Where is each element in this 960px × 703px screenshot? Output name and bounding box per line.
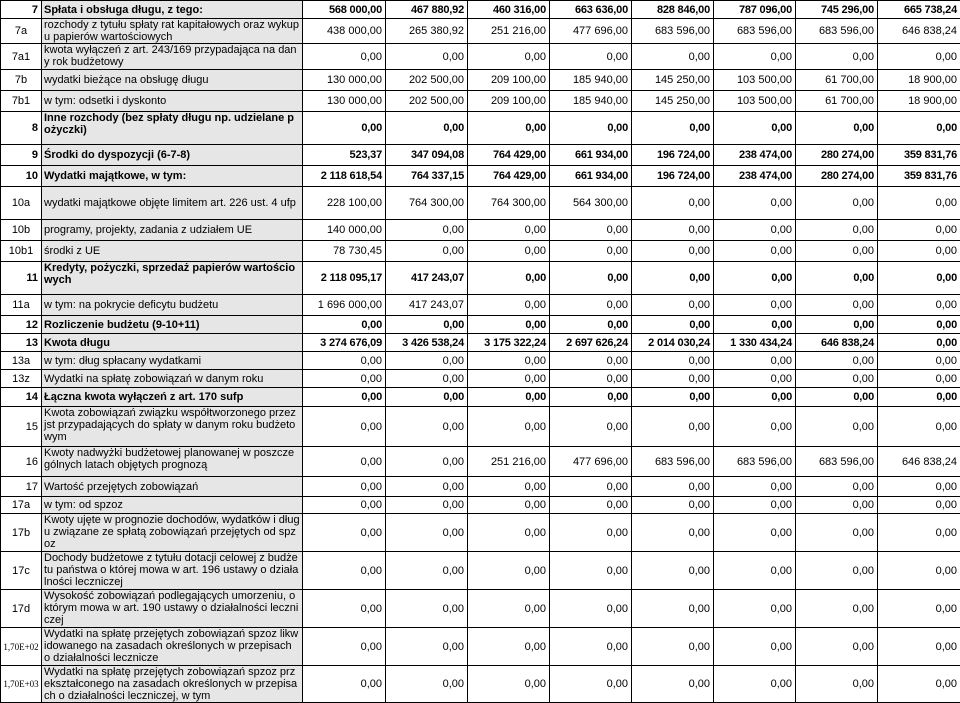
- row-label: Kwota zobowiązań związku współtworzonego przez jst przypadających do spłaty w danym roku budżetowym: [42, 407, 303, 447]
- value-cell: 0,00: [632, 590, 714, 628]
- value-cell: 0,00: [878, 241, 960, 262]
- value-cell: 0,00: [714, 666, 796, 703]
- value-cell: 202 500,00: [386, 70, 468, 91]
- row-label: w tym: od spzoz: [42, 497, 303, 514]
- value-cell: 0,00: [468, 295, 550, 316]
- value-cell: 0,00: [878, 187, 960, 220]
- value-cell: 0,00: [632, 187, 714, 220]
- value-cell: 0,00: [303, 514, 386, 552]
- row-label: kwota wyłączeń z art. 243/169 przypadająca na dany rok budżetowy: [42, 44, 303, 70]
- value-cell: 0,00: [714, 352, 796, 370]
- value-cell: 646 838,24: [878, 447, 960, 477]
- row-number: 13: [1, 334, 42, 352]
- value-cell: 0,00: [550, 388, 632, 407]
- value-cell: 0,00: [468, 112, 550, 145]
- value-cell: 0,00: [878, 262, 960, 295]
- table-row: [1, 370, 960, 388]
- value-cell: 280 274,00: [796, 166, 878, 187]
- value-cell: 467 880,92: [386, 1, 468, 19]
- value-cell: 359 831,76: [878, 166, 960, 187]
- value-cell: 238 474,00: [714, 166, 796, 187]
- value-cell: 0,00: [714, 295, 796, 316]
- value-cell: 0,00: [796, 628, 878, 666]
- value-cell: 0,00: [878, 112, 960, 145]
- value-cell: 0,00: [386, 388, 468, 407]
- value-cell: 0,00: [550, 590, 632, 628]
- value-cell: 0,00: [878, 497, 960, 514]
- table-row: [1, 262, 960, 295]
- value-cell: 0,00: [303, 552, 386, 590]
- value-cell: 460 316,00: [468, 1, 550, 19]
- row-number: 10b1: [1, 241, 42, 262]
- row-label: Środki do dyspozycji (6-7-8): [42, 145, 303, 166]
- row-label: Kwoty nadwyżki budżetowej planowanej w poszczególnych latach objętych prognozą: [42, 447, 303, 477]
- value-cell: 0,00: [550, 352, 632, 370]
- row-label: środki z UE: [42, 241, 303, 262]
- value-cell: 0,00: [632, 262, 714, 295]
- value-cell: 0,00: [632, 295, 714, 316]
- row-number: 8: [1, 112, 42, 145]
- table-row: [1, 91, 960, 112]
- row-number: 13z: [1, 370, 42, 388]
- table-row: [1, 447, 960, 477]
- value-cell: 0,00: [550, 552, 632, 590]
- value-cell: 0,00: [386, 628, 468, 666]
- value-cell: 0,00: [386, 552, 468, 590]
- table-row: [1, 628, 960, 666]
- row-label: Łączna kwota wyłączeń z art. 170 sufp: [42, 388, 303, 407]
- row-label: Rozliczenie budżetu (9-10+11): [42, 316, 303, 334]
- value-cell: 0,00: [303, 447, 386, 477]
- value-cell: 828 846,00: [632, 1, 714, 19]
- value-cell: 202 500,00: [386, 91, 468, 112]
- value-cell: 130 000,00: [303, 91, 386, 112]
- value-cell: 0,00: [632, 407, 714, 447]
- value-cell: 787 096,00: [714, 1, 796, 19]
- table-row: [1, 241, 960, 262]
- value-cell: 0,00: [714, 590, 796, 628]
- value-cell: 0,00: [632, 112, 714, 145]
- value-cell: 0,00: [796, 370, 878, 388]
- value-cell: 0,00: [796, 112, 878, 145]
- value-cell: 0,00: [386, 497, 468, 514]
- value-cell: 130 000,00: [303, 70, 386, 91]
- value-cell: 228 100,00: [303, 187, 386, 220]
- value-cell: 0,00: [796, 241, 878, 262]
- value-cell: 0,00: [796, 407, 878, 447]
- value-cell: 1 696 000,00: [303, 295, 386, 316]
- value-cell: 209 100,00: [468, 70, 550, 91]
- value-cell: 0,00: [468, 44, 550, 70]
- value-cell: 0,00: [878, 407, 960, 447]
- value-cell: 0,00: [796, 44, 878, 70]
- value-cell: 764 429,00: [468, 166, 550, 187]
- value-cell: 0,00: [303, 590, 386, 628]
- value-cell: 103 500,00: [714, 70, 796, 91]
- value-cell: 0,00: [386, 666, 468, 703]
- value-cell: 0,00: [796, 477, 878, 497]
- table-row: [1, 295, 960, 316]
- value-cell: 417 243,07: [386, 262, 468, 295]
- value-cell: 347 094,08: [386, 145, 468, 166]
- value-cell: 0,00: [878, 220, 960, 241]
- value-cell: 0,00: [714, 477, 796, 497]
- value-cell: 0,00: [386, 352, 468, 370]
- value-cell: 0,00: [796, 220, 878, 241]
- row-number: 15: [1, 407, 42, 447]
- value-cell: 0,00: [796, 666, 878, 703]
- value-cell: 0,00: [386, 590, 468, 628]
- value-cell: 0,00: [303, 352, 386, 370]
- value-cell: 251 216,00: [468, 19, 550, 44]
- value-cell: 0,00: [550, 497, 632, 514]
- value-cell: 0,00: [796, 262, 878, 295]
- row-label: Wydatki na spłatę zobowiązań w danym roku: [42, 370, 303, 388]
- value-cell: 0,00: [468, 514, 550, 552]
- value-cell: 683 596,00: [796, 447, 878, 477]
- row-number: 7b1: [1, 91, 42, 112]
- row-number: 7a: [1, 19, 42, 44]
- value-cell: 0,00: [386, 407, 468, 447]
- value-cell: 0,00: [632, 241, 714, 262]
- row-number: 11: [1, 262, 42, 295]
- row-label: w tym: na pokrycie deficytu budżetu: [42, 295, 303, 316]
- value-cell: 0,00: [878, 514, 960, 552]
- value-cell: 0,00: [550, 477, 632, 497]
- row-number: 17a: [1, 497, 42, 514]
- row-number: 16: [1, 447, 42, 477]
- value-cell: 0,00: [878, 590, 960, 628]
- value-cell: 764 337,15: [386, 166, 468, 187]
- value-cell: 0,00: [303, 112, 386, 145]
- value-cell: 0,00: [878, 628, 960, 666]
- value-cell: 0,00: [632, 388, 714, 407]
- value-cell: 0,00: [303, 316, 386, 334]
- table-row: [1, 666, 960, 703]
- value-cell: 661 934,00: [550, 166, 632, 187]
- value-cell: 0,00: [878, 552, 960, 590]
- value-cell: 3 274 676,09: [303, 334, 386, 352]
- value-cell: 0,00: [303, 628, 386, 666]
- value-cell: 0,00: [303, 407, 386, 447]
- value-cell: 477 696,00: [550, 19, 632, 44]
- row-label: w tym: dług spłacany wydatkami: [42, 352, 303, 370]
- value-cell: 0,00: [796, 352, 878, 370]
- value-cell: 745 296,00: [796, 1, 878, 19]
- table-row: [1, 145, 960, 166]
- value-cell: 0,00: [386, 112, 468, 145]
- row-number: 1,70E+03: [1, 666, 42, 703]
- value-cell: 0,00: [796, 187, 878, 220]
- value-cell: 0,00: [714, 262, 796, 295]
- value-cell: 0,00: [878, 316, 960, 334]
- row-number: 14: [1, 388, 42, 407]
- value-cell: 0,00: [714, 112, 796, 145]
- value-cell: 0,00: [386, 316, 468, 334]
- value-cell: 0,00: [468, 666, 550, 703]
- value-cell: 564 300,00: [550, 187, 632, 220]
- value-cell: 0,00: [878, 666, 960, 703]
- row-number: 12: [1, 316, 42, 334]
- table-row: [1, 590, 960, 628]
- value-cell: 0,00: [468, 241, 550, 262]
- table-row: [1, 514, 960, 552]
- row-number: 11a: [1, 295, 42, 316]
- row-number: 17c: [1, 552, 42, 590]
- row-number: 13a: [1, 352, 42, 370]
- value-cell: 0,00: [632, 514, 714, 552]
- value-cell: 0,00: [714, 316, 796, 334]
- value-cell: 238 474,00: [714, 145, 796, 166]
- value-cell: 0,00: [468, 220, 550, 241]
- value-cell: 646 838,24: [878, 19, 960, 44]
- value-cell: 0,00: [632, 44, 714, 70]
- value-cell: 0,00: [714, 497, 796, 514]
- value-cell: 2 697 626,24: [550, 334, 632, 352]
- value-cell: 196 724,00: [632, 145, 714, 166]
- value-cell: 0,00: [632, 497, 714, 514]
- row-label: Dochody budżetowe z tytułu dotacji celowej z budżetu państwa o której mowa w art. 196 ustawy o działalności leczniczej: [42, 552, 303, 590]
- value-cell: 0,00: [714, 220, 796, 241]
- value-cell: 0,00: [386, 220, 468, 241]
- value-cell: 78 730,45: [303, 241, 386, 262]
- value-cell: 0,00: [468, 352, 550, 370]
- value-cell: 1 330 434,24: [714, 334, 796, 352]
- value-cell: 0,00: [632, 352, 714, 370]
- value-cell: 18 900,00: [878, 91, 960, 112]
- value-cell: 0,00: [468, 407, 550, 447]
- value-cell: 0,00: [632, 316, 714, 334]
- value-cell: 0,00: [714, 514, 796, 552]
- value-cell: 0,00: [796, 388, 878, 407]
- row-number: 17d: [1, 590, 42, 628]
- value-cell: 0,00: [550, 628, 632, 666]
- value-cell: 0,00: [386, 514, 468, 552]
- value-cell: 61 700,00: [796, 91, 878, 112]
- value-cell: 0,00: [796, 552, 878, 590]
- value-cell: 0,00: [468, 477, 550, 497]
- row-label: Spłata i obsługa długu, z tego:: [42, 1, 303, 19]
- value-cell: 0,00: [878, 370, 960, 388]
- table-row: [1, 1, 960, 19]
- value-cell: 0,00: [878, 477, 960, 497]
- value-cell: 568 000,00: [303, 1, 386, 19]
- row-label: Wysokość zobowiązań podlegających umorzeniu, o którym mowa w art. 190 ustawy o działalności leczniczej: [42, 590, 303, 628]
- row-label: w tym: odsetki i dyskonto: [42, 91, 303, 112]
- row-number: 10b: [1, 220, 42, 241]
- value-cell: 185 940,00: [550, 91, 632, 112]
- table-row: [1, 44, 960, 70]
- row-label: Kwota długu: [42, 334, 303, 352]
- value-cell: 764 429,00: [468, 145, 550, 166]
- row-number: 9: [1, 145, 42, 166]
- value-cell: 0,00: [632, 552, 714, 590]
- value-cell: 683 596,00: [632, 447, 714, 477]
- table-row: [1, 334, 960, 352]
- table-row: [1, 477, 960, 497]
- value-cell: 2 014 030,24: [632, 334, 714, 352]
- value-cell: 103 500,00: [714, 91, 796, 112]
- value-cell: 18 900,00: [878, 70, 960, 91]
- value-cell: 140 000,00: [303, 220, 386, 241]
- value-cell: 523,37: [303, 145, 386, 166]
- row-label: Wydatki majątkowe, w tym:: [42, 166, 303, 187]
- value-cell: 196 724,00: [632, 166, 714, 187]
- row-label: Wartość przejętych zobowiązań: [42, 477, 303, 497]
- table-row: [1, 407, 960, 447]
- value-cell: 0,00: [303, 666, 386, 703]
- value-cell: 0,00: [386, 370, 468, 388]
- table-row: [1, 19, 960, 44]
- value-cell: 0,00: [468, 552, 550, 590]
- value-cell: 0,00: [303, 497, 386, 514]
- value-cell: 0,00: [632, 666, 714, 703]
- value-cell: 209 100,00: [468, 91, 550, 112]
- value-cell: 661 934,00: [550, 145, 632, 166]
- value-cell: 0,00: [714, 407, 796, 447]
- value-cell: 0,00: [303, 388, 386, 407]
- value-cell: 0,00: [550, 514, 632, 552]
- value-cell: 145 250,00: [632, 91, 714, 112]
- table-row: [1, 388, 960, 407]
- table-row: [1, 166, 960, 187]
- value-cell: 0,00: [468, 370, 550, 388]
- value-cell: 145 250,00: [632, 70, 714, 91]
- row-label: Wydatki na spłatę przejętych zobowiązań spzoz likwidowanego na zasadach określonych w przepisach o działalności lecznicze: [42, 628, 303, 666]
- row-label: Kredyty, pożyczki, sprzedaż papierów wartościowych: [42, 262, 303, 295]
- row-label: Wydatki na spłatę przejętych zobowiązań spzoz przekształconego na zasadach określonych w przepisach o działalności leczniczej, w tym: [42, 666, 303, 703]
- value-cell: 0,00: [796, 590, 878, 628]
- value-cell: 0,00: [468, 590, 550, 628]
- value-cell: 0,00: [878, 295, 960, 316]
- row-number: 17b: [1, 514, 42, 552]
- value-cell: 683 596,00: [632, 19, 714, 44]
- value-cell: 61 700,00: [796, 70, 878, 91]
- value-cell: 0,00: [550, 44, 632, 70]
- table-row: [1, 552, 960, 590]
- value-cell: 683 596,00: [714, 447, 796, 477]
- value-cell: 0,00: [796, 497, 878, 514]
- value-cell: 0,00: [550, 262, 632, 295]
- value-cell: 0,00: [468, 262, 550, 295]
- value-cell: 0,00: [878, 334, 960, 352]
- table-row: [1, 352, 960, 370]
- value-cell: 0,00: [632, 370, 714, 388]
- value-cell: 683 596,00: [714, 19, 796, 44]
- table-row: [1, 187, 960, 220]
- row-number: 7: [1, 1, 42, 19]
- table-row: [1, 112, 960, 145]
- row-number: 7a1: [1, 44, 42, 70]
- value-cell: 0,00: [468, 316, 550, 334]
- value-cell: 0,00: [303, 370, 386, 388]
- row-label: wydatki majątkowe objęte limitem art. 226 ust. 4 ufp: [42, 187, 303, 220]
- value-cell: 0,00: [550, 241, 632, 262]
- table-row: [1, 70, 960, 91]
- value-cell: 0,00: [632, 220, 714, 241]
- value-cell: 3 175 322,24: [468, 334, 550, 352]
- value-cell: 0,00: [468, 628, 550, 666]
- value-cell: 0,00: [386, 447, 468, 477]
- value-cell: 663 636,00: [550, 1, 632, 19]
- row-label: wydatki bieżące na obsługę długu: [42, 70, 303, 91]
- row-number: 7b: [1, 70, 42, 91]
- value-cell: 0,00: [714, 552, 796, 590]
- row-number: 10a: [1, 187, 42, 220]
- value-cell: 0,00: [550, 112, 632, 145]
- value-cell: 0,00: [550, 295, 632, 316]
- value-cell: 438 000,00: [303, 19, 386, 44]
- table-row: [1, 220, 960, 241]
- value-cell: 0,00: [796, 316, 878, 334]
- value-cell: 0,00: [550, 370, 632, 388]
- value-cell: 0,00: [303, 477, 386, 497]
- table-row: [1, 316, 960, 334]
- value-cell: 0,00: [468, 388, 550, 407]
- value-cell: 0,00: [550, 220, 632, 241]
- value-cell: 0,00: [303, 44, 386, 70]
- value-cell: 0,00: [714, 388, 796, 407]
- value-cell: 0,00: [550, 316, 632, 334]
- value-cell: 0,00: [386, 241, 468, 262]
- value-cell: 0,00: [796, 295, 878, 316]
- value-cell: 764 300,00: [386, 187, 468, 220]
- value-cell: 646 838,24: [796, 334, 878, 352]
- value-cell: 251 216,00: [468, 447, 550, 477]
- value-cell: 0,00: [796, 514, 878, 552]
- row-label: Inne rozchody (bez spłaty długu np. udzielane pożyczki): [42, 112, 303, 145]
- value-cell: 0,00: [550, 407, 632, 447]
- row-label: Kwoty ujęte w prognozie dochodów, wydatków i długu związane ze spłatą zobowiązań przejętych od spzoz: [42, 514, 303, 552]
- value-cell: 359 831,76: [878, 145, 960, 166]
- value-cell: 0,00: [878, 388, 960, 407]
- value-cell: 683 596,00: [796, 19, 878, 44]
- value-cell: 0,00: [714, 241, 796, 262]
- value-cell: 2 118 095,17: [303, 262, 386, 295]
- value-cell: 3 426 538,24: [386, 334, 468, 352]
- value-cell: 0,00: [468, 497, 550, 514]
- value-cell: 0,00: [878, 352, 960, 370]
- row-number: 17: [1, 477, 42, 497]
- value-cell: 0,00: [632, 477, 714, 497]
- value-cell: 0,00: [714, 187, 796, 220]
- row-label: programy, projekty, zadania z udziałem UE: [42, 220, 303, 241]
- row-label: rozchody z tytułu spłaty rat kapitałowych oraz wykupu papierów wartościowych: [42, 19, 303, 44]
- value-cell: 0,00: [550, 666, 632, 703]
- value-cell: 2 118 618,54: [303, 166, 386, 187]
- row-number: 1,70E+02: [1, 628, 42, 666]
- row-number: 10: [1, 166, 42, 187]
- value-cell: 0,00: [386, 477, 468, 497]
- value-cell: 665 738,24: [878, 1, 960, 19]
- value-cell: 477 696,00: [550, 447, 632, 477]
- value-cell: 417 243,07: [386, 295, 468, 316]
- value-cell: 764 300,00: [468, 187, 550, 220]
- value-cell: 280 274,00: [796, 145, 878, 166]
- value-cell: 265 380,92: [386, 19, 468, 44]
- value-cell: 185 940,00: [550, 70, 632, 91]
- value-cell: 0,00: [632, 628, 714, 666]
- value-cell: 0,00: [714, 370, 796, 388]
- value-cell: 0,00: [386, 44, 468, 70]
- table-row: [1, 497, 960, 514]
- value-cell: 0,00: [878, 44, 960, 70]
- value-cell: 0,00: [714, 628, 796, 666]
- value-cell: 0,00: [714, 44, 796, 70]
